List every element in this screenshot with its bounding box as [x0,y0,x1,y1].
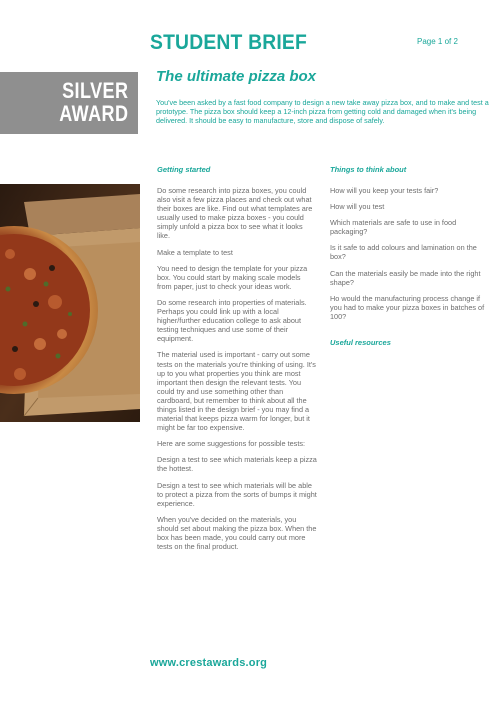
award-line-2: AWARD [58,101,128,126]
question-item: How will you test [330,202,385,212]
page-title: STUDENT BRIEF [150,31,307,54]
getting-started-paragraph: You need to design the template for your pizza box. You could start by making scale models from paper, just to check your ideas work. [157,263,308,291]
question-item: Can the materials easily be made into the right shape? [330,268,481,287]
getting-started-paragraph: Design a test to see which materials will be able to protect a pizza from the sorts of bumps it might experience. [157,480,317,508]
getting-started-paragraph: Do some research into pizza boxes, you could also visit a few pizza places and check out what their boxes are like. Find out what templates are usually used to make pizza boxes - you could simply unfold a pizza box to see what it looks like. [157,186,313,241]
question-item: Is it safe to add colours and lamination on the box? [330,243,477,262]
award-badge [0,72,138,134]
question-item: Which materials are safe to use in food packaging? [330,218,457,237]
award-line-1: SILVER [61,78,128,103]
brief-title: The ultimate pizza box [156,68,317,85]
getting-started-heading: Getting started [157,165,211,174]
award-label [59,79,128,125]
getting-started-paragraph: Do some research into properties of materials. Perhaps you could link up with a local higher/further education college to ask about testing techniques and use some of their equipment. [157,297,307,344]
getting-started-paragraph: Here are some suggestions for possible tests: [157,439,306,449]
page-number: Page 1 of 2 [417,37,458,46]
question-item: How will you keep your tests fair? [330,186,439,195]
question-item: Ho would the manufacturing process change if you had to make your pizza boxes in batches of 100? [330,293,485,321]
things-to-think-heading: Things to think about [330,165,407,174]
getting-started-paragraph: The material used is important - carry out some tests on the materials you're thinking of using. It's up to you what properties you think are most important then design the relevant tests. You could try and use something other than cardboard, but remember to think about all the things listed in the design brief - you may find a material that keeps pizza warm for longer, but it might be far too expensive. [157,350,316,433]
footer-website-link[interactable]: www.crestawards.org [150,657,268,669]
getting-started-paragraph: Make a template to test [157,247,233,257]
getting-started-paragraph: Design a test to see which materials keep a pizza the hottest. [157,455,317,474]
things-to-think-section [330,165,490,347]
getting-started-section [157,165,317,558]
pizza-box-photo [0,184,140,422]
getting-started-paragraph: When you've decided on the materials, you should set about making the pizza box. When the box has been made, you could carry out more tests on the final product. [157,514,317,552]
brief-intro: You've been asked by a fast food company to design a new take away pizza box, and to make and test a prototype. The pizza box should keep a 12-inch pizza from getting cold and damaged when it's being delivered. It should be easy to manufacture, store and dispose of safely. [156,98,489,126]
useful-resources-heading: Useful resources [330,338,391,348]
